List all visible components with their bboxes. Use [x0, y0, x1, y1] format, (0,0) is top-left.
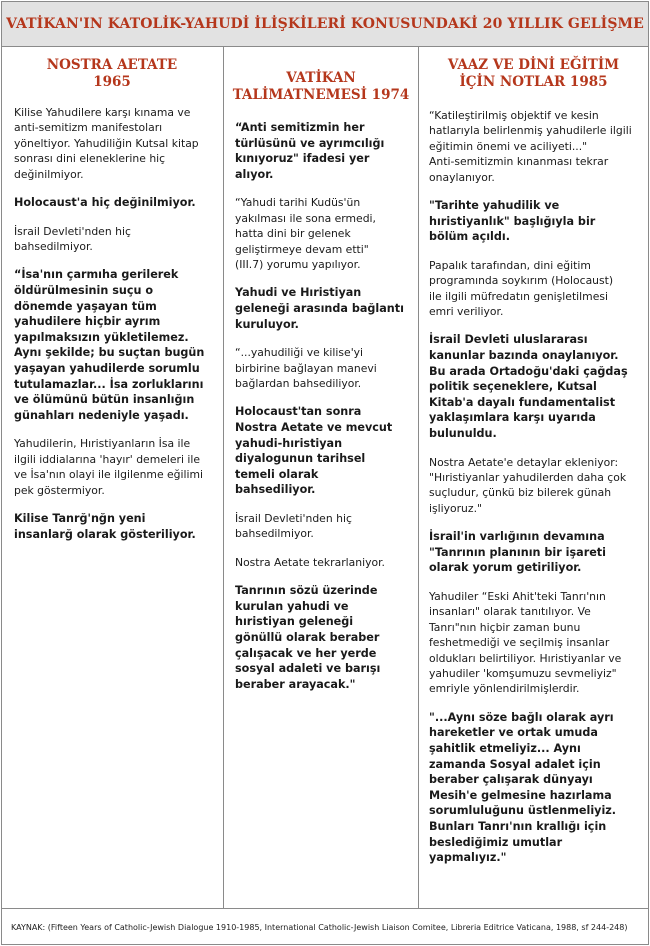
- highlight-paragraph: İsrail Devleti uluslararası kanunlar bazında onaylanıyor. Bu arada Ortadoğu'daki çağdaş politik seçeneklere, Kutsal Kitab'a dayalı fundamentalist yaklaşımlara karşı uyarıda bulunuldu.: [429, 333, 628, 440]
- body-paragraph: “Katileştirilmiş objektif ve kesin hatlarıyla belirlenmiş yahudilerle ilgili eğitimin önemi ve aciliyeti..." Anti-semitizmin kınanması tekrar onaylanıyor.: [429, 109, 632, 184]
- page-title: VATİKAN'IN KATOLİK-YAHUDİ İLİŞKİLERİ KONUSUNDAKİ 20 YILLIK GELİŞME: [6, 16, 644, 32]
- body-paragraph: “Yahudi tarihi Kudüs'ün yakılması ile sona ermedi, hatta dini bir gelenek geliştirmeye devam etti" (III.7) yorumu yapılıyor.: [235, 196, 376, 271]
- columns-container: [2, 47, 648, 908]
- body-paragraph: “...yahudiliği ve kilise'yi birbirine bağlayan manevi bağlardan bahsediliyor.: [235, 346, 377, 390]
- body-paragraph: Yahudilerin, Hıristiyanların İsa ile ilgili iddialarına 'hayır' demeleri ile ve İsa'nın olayi ile ilgilenme eğilimi pek göstermiyor.: [14, 437, 204, 497]
- column-vatican-instructions: [223, 47, 418, 908]
- column-sermon-notes: [418, 47, 648, 908]
- body-paragraph: İsrail Devleti'nden hiç bahsedilmiyor.: [14, 224, 131, 254]
- column-heading-text: VATİKAN TALİMATNEMESİ 1974: [232, 70, 410, 103]
- body-paragraph: İsrail Devleti'nden hiç bahsedilmiyor.: [235, 511, 352, 541]
- body-paragraph: Nostra Aetate'e detaylar ekleniyor: "Hıristiyanlar yahudilerden daha çok suçludur, çünkü biz bilerek günah işliyoruz.": [429, 455, 627, 515]
- body-paragraph: Papalık tarafından, dini eğitim programında soykırım (Holocaust) ile ilgili müfredatın genişletilmesi emri veriliyor.: [429, 258, 614, 319]
- highlight-paragraph: İsrail'in varlığının devamına "Tanrının planının bir işareti olarak yorum getiriliyor.: [429, 530, 606, 575]
- column-body: [2, 105, 222, 542]
- column-heading-text: VAAZ VE DİNİ EĞİTİM İÇİN NOTLAR 1985: [447, 57, 620, 90]
- source-note: [2, 908, 648, 945]
- body-paragraph: Kilise Yahudilere karşı kınama ve anti-semitizm manifestoları yöneltiyor. Yahudiliğin Kutsal kitap sonrası dini eleneklerine hiç değinilmiyor.: [14, 106, 199, 181]
- highlight-paragraph: Tanrının sözü üzerinde kurulan yahudi ve hıristiyan geleneği gönüllü olarak beraber çalışacak ve her yerde sosyal adaleti ve barışı beraber arayacak.": [235, 584, 381, 691]
- highlight-paragraph: "...Aynı söze bağlı olarak ayrı hareketler ve ortak umuda şahitlik etmeliyiz... Aynı zamanda Sosyal adalet için beraber çalışarak dünyayı Mesih'e gelmesine hazırlama sorumluluğunu üstlenmeliyiz. Bunları Tanrı'nın krallığı için beslediğimiz umutlar yapmalıyız.": [429, 710, 617, 865]
- column-heading: [224, 47, 418, 120]
- highlight-paragraph: “İsa'nın çarmıha gerilerek öldürülmesinin suçu o dönemde yaşayan tüm yahudilere hiçbir ayrım yapılmaksızın yükletilemez. Aynı şekilde; bu suçtan bugün yaşayan yahudilerde sorumlu tutulamazlar... İsa zorluklarını ve ölümünü bütün insanlığın günahları nedeniyle yaşadı.: [14, 268, 205, 422]
- highlight-paragraph: Holocaust'a hiç değinilmiyor.: [14, 196, 196, 210]
- title-bar: [2, 2, 648, 47]
- source-text: KAYNAK: (Fifteen Years of Catholic-Jewish Dialogue 1910-1985, International Catholic-Jewish Liaison Comitee, Libreria Editrice Vaticana, 1988, sf 244-248): [11, 922, 628, 932]
- column-body: [224, 120, 418, 692]
- highlight-paragraph: Yahudi ve Hıristiyan geleneği arasında bağlantı kuruluyor.: [235, 286, 404, 331]
- column-body: [419, 108, 648, 866]
- column-nostra-aetate: [2, 47, 222, 908]
- body-paragraph: Yahudiler “Eski Ahit'teki Tanrı'nın insanları" olarak tanıtılıyor. Ve Tanrı"nın hiçbir zaman bunu feshetmediği ve seçilmiş insanlar oldukları belirtiliyor. Hıristiyanlar ve yahudiler 'komşumuzu sevmeliyiz" emriyle yönlendirilmişlerdir.: [429, 590, 622, 696]
- highlight-paragraph: “Anti semitizmin her türlüsünü ve ayrımcılığı kınıyoruz" ifadesi yer alıyor.: [235, 121, 385, 181]
- column-heading: [2, 47, 222, 105]
- body-paragraph: Nostra Aetate tekrarlaniyor.: [235, 555, 385, 569]
- column-heading-text: NOSTRA AETATE 1965: [46, 57, 178, 90]
- highlight-paragraph: Kilise Tanrğ'nğn yeni insanlarğ olarak gösteriliyor.: [14, 512, 196, 541]
- infographic-frame: [1, 1, 649, 945]
- column-heading: [419, 47, 648, 108]
- highlight-paragraph: "Tarihte yahudilik ve hıristiyanlık" başlığıyla bir bölüm açıldı.: [429, 199, 596, 244]
- highlight-paragraph: Holocaust'tan sonra Nostra Aetate ve mevcut yahudi-hıristiyan diyalogunun tarihsel temeli olarak bahsediliyor.: [235, 405, 393, 497]
